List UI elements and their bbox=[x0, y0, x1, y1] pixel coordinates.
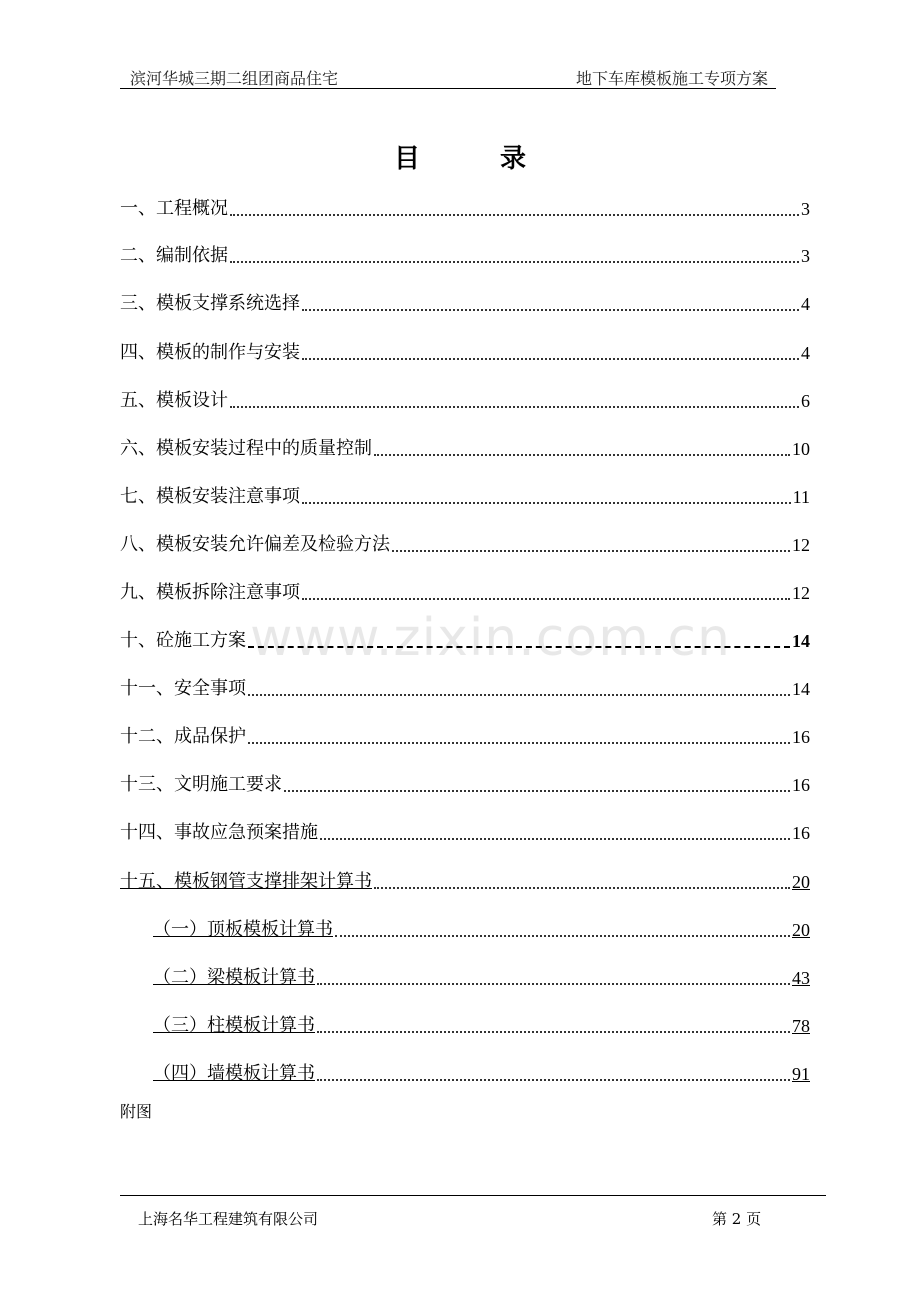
toc-subentry-3[interactable] bbox=[153, 1011, 810, 1037]
toc-leader bbox=[302, 348, 799, 360]
toc-entry-11[interactable] bbox=[120, 674, 810, 700]
toc-entry-6[interactable] bbox=[120, 434, 810, 460]
toc-entry-label: 十二、成品保护 bbox=[120, 726, 246, 747]
toc-entry-label: 三、模板支撑系统选择 bbox=[120, 293, 300, 314]
toc-leader bbox=[302, 492, 791, 504]
footer-company-name: 上海名华工程建筑有限公司 bbox=[138, 1210, 319, 1228]
toc-leader bbox=[248, 732, 790, 744]
toc-entry-4[interactable] bbox=[120, 338, 810, 364]
toc-entry-label: 九、模板拆除注意事项 bbox=[120, 582, 300, 603]
toc-entry-page: 20 bbox=[792, 872, 810, 892]
toc-entry-label: 十四、事故应急预案措施 bbox=[120, 822, 318, 843]
toc-entry-page: 4 bbox=[801, 294, 810, 314]
toc-entry-page: 14 bbox=[792, 679, 810, 699]
watermark: www.zixin.com.cn bbox=[250, 608, 731, 668]
toc-entry-13[interactable] bbox=[120, 770, 810, 796]
page-header bbox=[120, 64, 776, 89]
header-document-title: 地下车库模板施工专项方案 bbox=[575, 69, 768, 88]
toc-entry-page: 16 bbox=[792, 775, 810, 795]
toc-leader bbox=[284, 780, 790, 792]
toc-entry-label: 十、砼施工方案 bbox=[120, 630, 246, 651]
toc-entry-page: 91 bbox=[792, 1064, 810, 1084]
toc-entry-page: 16 bbox=[792, 727, 810, 747]
toc-entry-14[interactable] bbox=[120, 818, 810, 844]
toc-leader bbox=[317, 973, 790, 985]
toc-entry-2[interactable] bbox=[120, 241, 810, 267]
toc-entry-label: 七、模板安装注意事项 bbox=[120, 486, 300, 507]
footer-page-number: 第 2 页 bbox=[712, 1210, 762, 1228]
appendix-label: 附图 bbox=[120, 1102, 153, 1121]
toc-leader bbox=[302, 588, 790, 600]
toc-entry-page: 43 bbox=[792, 968, 810, 988]
toc-entry-page: 4 bbox=[801, 343, 810, 363]
toc-entry-label: 十三、文明施工要求 bbox=[120, 774, 282, 795]
toc-subentry-2[interactable] bbox=[153, 963, 810, 989]
toc-entry-label: 八、模板安装允许偏差及检验方法 bbox=[120, 534, 390, 555]
toc-entry-label: （一）顶板模板计算书 bbox=[153, 919, 333, 940]
toc-entry-label: 六、模板安装过程中的质量控制 bbox=[120, 438, 372, 459]
toc-leader bbox=[317, 1069, 790, 1081]
toc-entry-label: 一、工程概况 bbox=[120, 198, 228, 219]
toc-leader bbox=[374, 444, 790, 456]
toc-entry-15[interactable] bbox=[120, 867, 810, 893]
toc-entry-page: 10 bbox=[792, 439, 810, 459]
toc-subentry-1[interactable] bbox=[153, 915, 810, 941]
toc-subentry-4[interactable] bbox=[153, 1059, 810, 1085]
toc-entry-page: 11 bbox=[792, 487, 810, 507]
toc-entry-label: 五、模板设计 bbox=[120, 390, 228, 411]
page-footer bbox=[120, 1195, 826, 1226]
toc-entry-page: 78 bbox=[792, 1016, 810, 1036]
toc-leader bbox=[320, 828, 790, 840]
toc-entry-page: 14 bbox=[792, 631, 810, 651]
toc-entry-label: 四、模板的制作与安装 bbox=[120, 342, 300, 363]
toc-entry-label: （三）柱模板计算书 bbox=[153, 1015, 315, 1036]
toc-entry-page: 12 bbox=[792, 583, 810, 603]
toc-title: 目录 bbox=[393, 144, 606, 174]
toc-entry-label: （四）墙模板计算书 bbox=[153, 1063, 315, 1084]
toc-entry-label: 十五、模板钢管支撑排架计算书 bbox=[120, 871, 372, 892]
toc-entry-page: 6 bbox=[801, 391, 810, 411]
toc-leader bbox=[230, 204, 799, 216]
toc-leader bbox=[230, 396, 799, 408]
toc-entry-label: 十一、安全事项 bbox=[120, 678, 246, 699]
toc-leader bbox=[317, 1021, 790, 1033]
header-project-name: 滨河华城三期二组团商品住宅 bbox=[130, 69, 339, 88]
toc-entry-5[interactable] bbox=[120, 386, 810, 412]
toc-entry-7[interactable] bbox=[120, 482, 810, 508]
toc-entry-3[interactable] bbox=[120, 289, 810, 315]
toc-entry-12[interactable] bbox=[120, 722, 810, 748]
toc-leader bbox=[374, 877, 790, 889]
toc-leader bbox=[230, 251, 799, 263]
toc-entry-page: 3 bbox=[801, 199, 810, 219]
toc-leader bbox=[248, 636, 790, 648]
toc-entry-label: （二）梁模板计算书 bbox=[153, 967, 315, 988]
toc-leader bbox=[392, 540, 790, 552]
toc-entry-label: 二、编制依据 bbox=[120, 245, 228, 266]
toc-entry-10[interactable] bbox=[120, 626, 810, 652]
toc-entry-page: 3 bbox=[801, 246, 810, 266]
toc-leader bbox=[302, 299, 799, 311]
toc-entry-page: 20 bbox=[792, 920, 810, 940]
toc-entry-page: 16 bbox=[792, 823, 810, 843]
toc-entry-8[interactable] bbox=[120, 530, 810, 556]
toc-leader bbox=[248, 684, 790, 696]
toc-leader bbox=[335, 925, 790, 937]
toc-entry-page: 12 bbox=[792, 535, 810, 555]
toc-entry-9[interactable] bbox=[120, 578, 810, 604]
toc-entry-1[interactable] bbox=[120, 194, 810, 220]
